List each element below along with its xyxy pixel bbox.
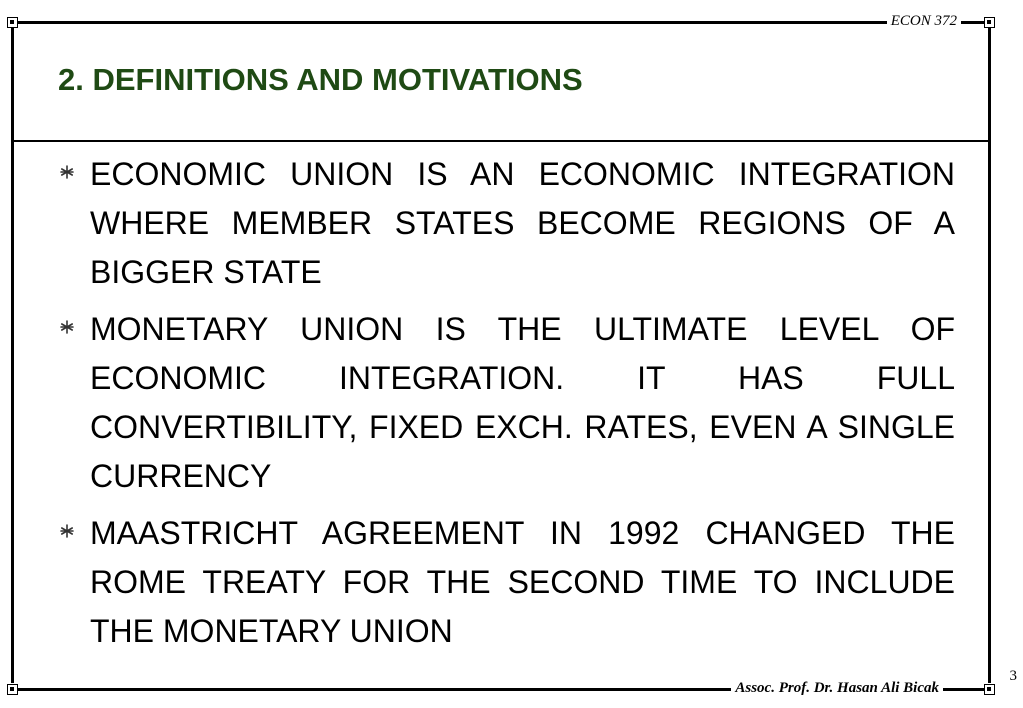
frame-left-line [11,28,14,683]
bullet-text: ECONOMIC UNION IS AN ECONOMIC INTEGRATION WHERE MEMBER STATES BECOME REGIONS OF A BIGGER STATE [90,156,955,290]
bullet-text: MONETARY UNION IS THE ULTIMATE LEVEL OF ECONOMIC INTEGRATION. IT HAS FULL CONVERTIBILITY, FIXED EXCH. RATES, EVEN A SINGLE CURRENCY [90,311,955,494]
asterisk-icon [60,524,74,538]
bullet-list [60,150,955,664]
bullet-item [60,509,955,656]
asterisk-icon [60,165,74,179]
corner-ornament-icon [984,17,995,28]
slide-title: 2. DEFINITIONS AND MOTIVATIONS [58,62,583,97]
title-divider-line [11,140,991,142]
author-label: Assoc. Prof. Dr. Hasan Ali Bicak [731,680,943,697]
corner-ornament-icon [7,17,18,28]
asterisk-icon [60,320,74,334]
frame-top-line [17,21,984,24]
bullet-text: MAASTRICHT AGREEMENT IN 1992 CHANGED THE ROME TREATY FOR THE SECOND TIME TO INCLUDE THE MONETARY UNION [90,515,955,649]
bullet-item [60,305,955,501]
corner-ornament-icon [984,684,995,695]
bullet-item [60,150,955,297]
page-number: 3 [1009,668,1017,684]
corner-ornament-icon [7,684,18,695]
course-label: ECON 372 [887,13,961,30]
frame-right-line [988,28,991,683]
